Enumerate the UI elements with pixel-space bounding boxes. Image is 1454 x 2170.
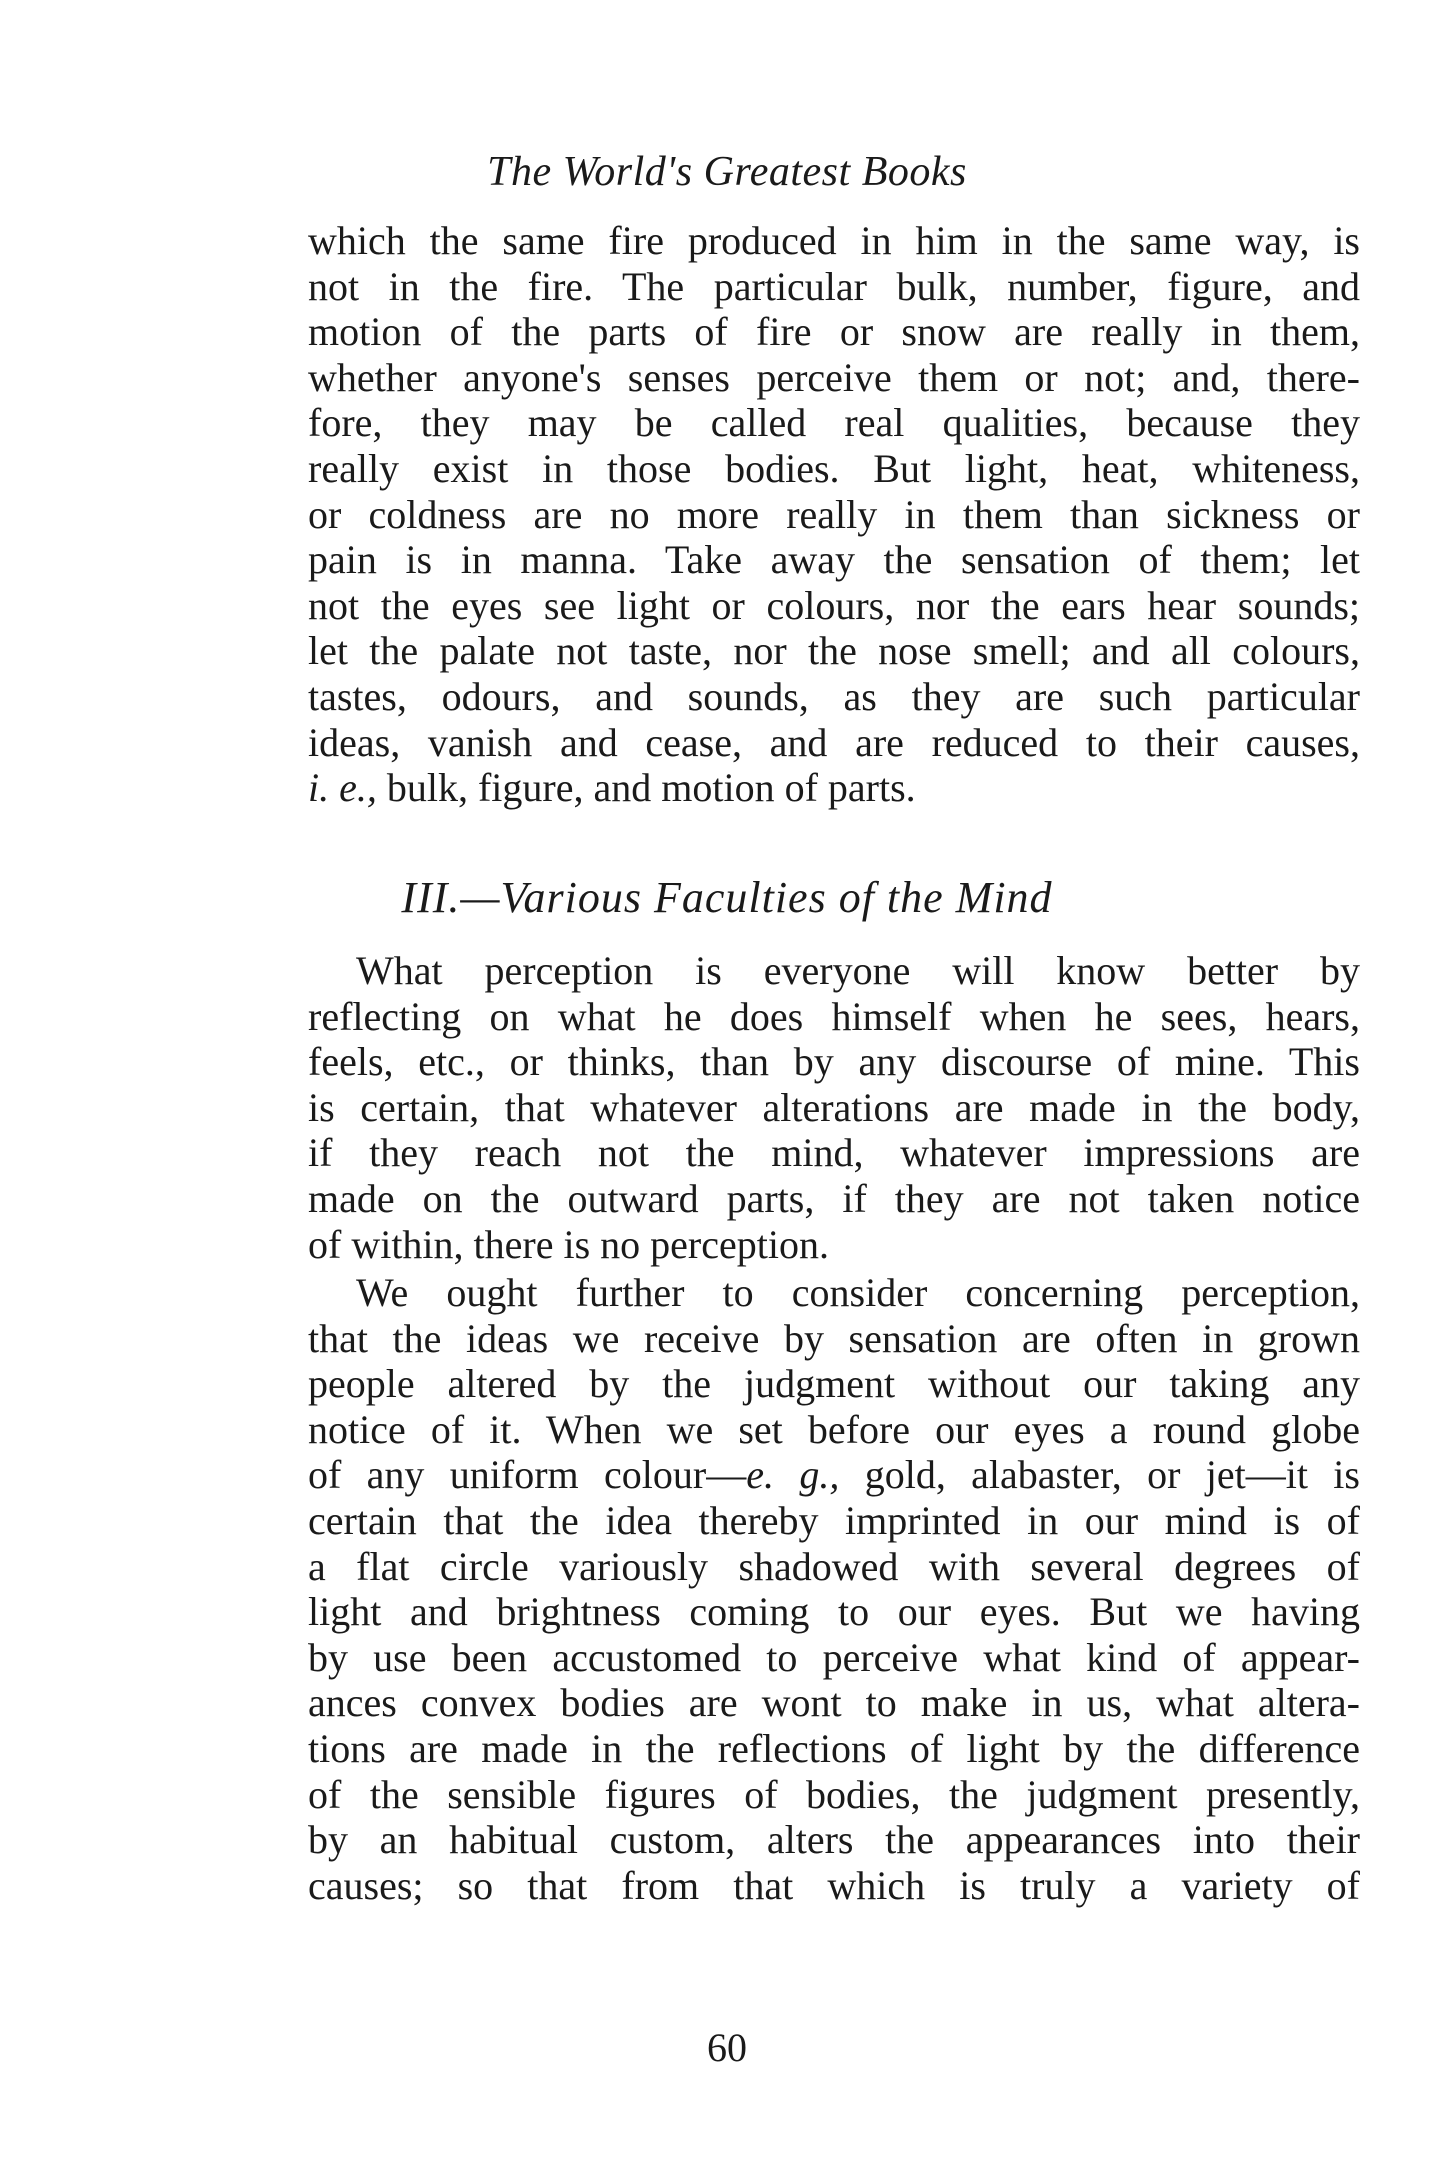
text-line: tions are made in the reflections of light by the difference (308, 1725, 1360, 1771)
text-line: is certain, that whatever alterations are made in the body, (308, 1084, 1360, 1130)
text-line: not in the fire. The particular bulk, number, figure, and (308, 263, 1360, 309)
text-line-last (308, 765, 1360, 811)
paragraph-continued (308, 218, 1360, 811)
text-line-last: of within, there is no perception. (308, 1221, 829, 1267)
text-line: or coldness are no more really in them than sickness or (308, 491, 1360, 537)
text-line: reflecting on what he does himself when he sees, hears, (308, 993, 1360, 1039)
abbreviation: i. e., (308, 765, 377, 811)
text-fragment: bulk, figure, and motion of parts. (376, 765, 916, 811)
text-line: What perception is everyone will know better by (356, 948, 1360, 993)
text-line (308, 1452, 1360, 1498)
abbreviation: e. g., (746, 1452, 840, 1498)
page-number: 60 (707, 2025, 747, 2070)
text-line: certain that the idea thereby imprinted in our mind is of (308, 1497, 1360, 1543)
text-line: let the palate not taste, nor the nose smell; and all colours, (308, 628, 1360, 674)
text-line: causes; so that from that which is truly a variety of (308, 1862, 1360, 1908)
text-line: ances convex bodies are wont to make in us, what altera- (308, 1680, 1360, 1726)
text-line: feels, etc., or thinks, than by any discourse of mine. This (308, 1039, 1360, 1085)
text-line: fore, they may be called real qualities, because they (308, 400, 1360, 446)
text-line: by an habitual custom, alters the appearances into their (308, 1817, 1360, 1863)
section-heading: III.—Various Faculties of the Mind (401, 873, 1053, 922)
running-head: The World's Greatest Books (487, 149, 967, 195)
text-fragment: gold, alabaster, or jet—it is (839, 1452, 1360, 1498)
text-line: motion of the parts of fire or snow are really in them, (308, 309, 1360, 355)
text-line: of the sensible figures of bodies, the judgment presently, (308, 1771, 1360, 1817)
text-line: really exist in those bodies. But light, heat, whiteness, (308, 445, 1360, 491)
text-line: notice of it. When we set before our eyes a round globe (308, 1406, 1360, 1452)
text-line: not the eyes see light or colours, nor the ears hear sounds; (308, 582, 1360, 628)
text-line: light and brightness coming to our eyes. But we having (308, 1589, 1360, 1635)
text-line: which the same fire produced in him in the same way, is (308, 218, 1360, 263)
text-line: people altered by the judgment without our taking any (308, 1361, 1360, 1407)
text-line: a flat circle variously shadowed with several degrees of (308, 1543, 1360, 1589)
text-line: by use been accustomed to perceive what kind of appear- (308, 1634, 1360, 1680)
text-line: if they reach not the mind, whatever impressions are (308, 1130, 1360, 1176)
text-line: ideas, vanish and cease, and are reduced to their causes, (308, 719, 1360, 765)
paragraph (308, 948, 1360, 1267)
text-fragment: of any uniform colour— (308, 1452, 747, 1498)
paragraph (308, 1270, 1360, 1908)
text-line: tastes, odours, and sounds, as they are such particular (308, 673, 1360, 719)
text-line: pain is in manna. Take away the sensation of them; let (308, 537, 1360, 583)
text-line: whether anyone's senses perceive them or not; and, there- (308, 354, 1360, 400)
text-line: We ought further to consider concerning perception, (356, 1270, 1360, 1315)
text-line: that the ideas we receive by sensation are often in grown (308, 1315, 1360, 1361)
text-line: made on the outward parts, if they are not taken notice (308, 1175, 1360, 1221)
